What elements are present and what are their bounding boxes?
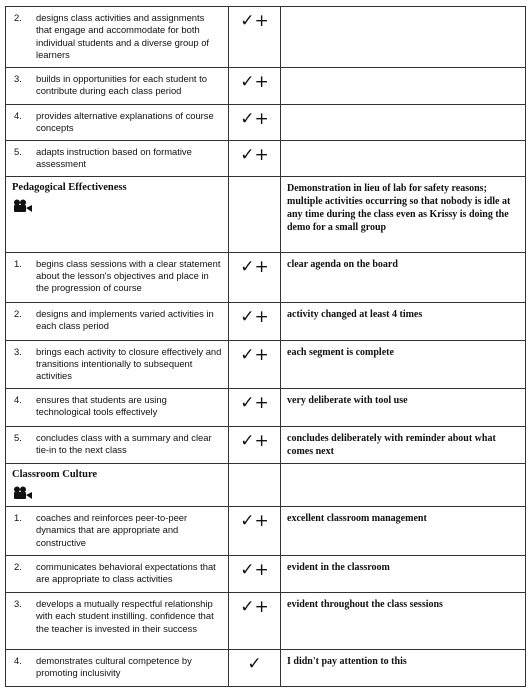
rating-mark: ✓+: [240, 392, 269, 413]
rating-cell: [229, 104, 281, 140]
comment-cell-text: I didn't pay attention to this: [287, 655, 407, 667]
comment-cell: [281, 140, 526, 176]
comment-cell-text: excellent classroom management: [287, 512, 427, 524]
criterion-cell: [6, 104, 229, 140]
criterion-text: concludes class with a summary and clear tie-in to the next class: [36, 431, 212, 456]
rating-cell: [229, 340, 281, 388]
criterion-text: coaches and reinforces peer-to-peer dynamics that are appropriate and constructive: [36, 511, 188, 548]
rating-cell: [229, 506, 281, 555]
criterion-text: builds in opportunities for each student to contribute during each class period: [36, 72, 207, 97]
criterion-number: 4.: [14, 393, 22, 405]
rating-cell: [229, 67, 281, 104]
criterion-cell: [6, 555, 229, 592]
criterion-text: provides alternative explanations of course concepts: [36, 109, 214, 134]
criterion-cell: [6, 252, 229, 302]
criterion-number: 2.: [14, 307, 22, 319]
section-comment-cell-text: Demonstration in lieu of lab for safety reasons; multiple activities occurring so that nobody is idle at any time during the class even as Krissy is doing the demo for a small group: [287, 182, 511, 233]
rating-mark: ✓+: [240, 596, 269, 617]
rubric-row: [6, 252, 526, 302]
rating-cell: [229, 7, 281, 68]
comment-cell: [281, 340, 526, 388]
criterion-cell: [6, 67, 229, 104]
comment-cell-text: activity changed at least 4 times: [287, 308, 423, 320]
criterion-text: communicates behavioral expectations that are appropriate to class activities: [36, 560, 216, 585]
comment-cell: [281, 649, 526, 686]
rating-cell: [229, 140, 281, 176]
rating-mark: ✓+: [240, 306, 269, 327]
comment-cell-text: each segment is complete: [287, 346, 394, 358]
rubric-table: [5, 6, 526, 687]
criterion-text: designs and implements varied activities in each class period: [36, 307, 214, 332]
criterion-text: begins class sessions with a clear statement about the lesson's objectives and place in the progression of course: [36, 257, 221, 294]
rating-cell: [229, 252, 281, 302]
section-comment-cell: [281, 176, 526, 252]
comment-cell-text: evident in the classroom: [287, 561, 390, 573]
criterion-number: 4.: [14, 654, 22, 666]
rating-mark: ✓+: [240, 430, 269, 451]
criterion-cell: [6, 649, 229, 686]
criterion-number: 4.: [14, 109, 22, 121]
section-title: Pedagogical Effectiveness: [12, 181, 127, 193]
section-comment-cell-text: [281, 464, 525, 472]
comment-cell: [281, 7, 526, 68]
criterion-text: brings each activity to closure effectively and transitions intentionally to subsequent activities: [36, 345, 222, 382]
rating-mark: ✓+: [240, 71, 269, 92]
section-row: [6, 176, 526, 252]
comment-cell: [281, 506, 526, 555]
criterion-cell: [6, 426, 229, 463]
comment-cell: [281, 302, 526, 340]
rating-mark: ✓+: [240, 256, 269, 277]
rating-cell: [229, 426, 281, 463]
video-camera-icon: [12, 199, 34, 213]
rubric-row: [6, 426, 526, 463]
criterion-cell: [6, 140, 229, 176]
rubric-row: [6, 104, 526, 140]
rating-mark: ✓+: [240, 510, 269, 531]
rubric-row: [6, 7, 526, 68]
comment-cell: [281, 592, 526, 649]
comment-cell-text: evident throughout the class sessions: [287, 598, 443, 610]
rating-cell: [229, 592, 281, 649]
section-title: Classroom Culture: [12, 468, 98, 480]
rubric-row: [6, 555, 526, 592]
criterion-number: 2.: [14, 12, 22, 23]
rubric-row: [6, 340, 526, 388]
criterion-cell: [6, 340, 229, 388]
criterion-number: 2.: [14, 560, 22, 572]
section-title-cell: [6, 176, 229, 252]
rating-mark: ✓+: [240, 344, 269, 365]
section-title-cell: [6, 463, 229, 506]
rubric-row: [6, 67, 526, 104]
rating-cell: [229, 302, 281, 340]
section-mark-cell: [229, 463, 281, 506]
rating-mark: ✓+: [240, 108, 269, 129]
criterion-number: 3.: [14, 345, 22, 357]
rubric-row: [6, 592, 526, 649]
rating-cell: [229, 555, 281, 592]
rubric-row: [6, 649, 526, 686]
rating-cell: [229, 388, 281, 426]
criterion-cell: [6, 7, 229, 68]
comment-cell: [281, 555, 526, 592]
comment-cell: [281, 388, 526, 426]
criterion-number: 3.: [14, 72, 22, 84]
comment-cell: [281, 67, 526, 104]
section-mark-cell: [229, 176, 281, 252]
comment-cell-text: clear agenda on the board: [287, 258, 398, 270]
comment-cell: [281, 252, 526, 302]
criterion-number: 5.: [14, 431, 22, 443]
criterion-text: develops a mutually respectful relationship with each student instilling. confidence that the teacher is invested in their success: [36, 597, 214, 634]
comment-cell-text: concludes deliberately with reminder about what comes next: [287, 432, 496, 457]
criterion-number: 1.: [14, 511, 22, 523]
comment-cell-text: [281, 7, 525, 15]
video-camera-icon: [12, 486, 34, 500]
criterion-text: adapts instruction based on formative assessment: [36, 145, 192, 170]
comment-cell-text: [281, 141, 525, 149]
criterion-cell: [6, 302, 229, 340]
criterion-number: 1.: [14, 257, 22, 269]
criterion-cell: [6, 388, 229, 426]
criterion-text: ensures that students are using technological tools effectively: [36, 393, 167, 418]
comment-cell-text: very deliberate with tool use: [287, 394, 408, 406]
rating-mark: ✓+: [240, 559, 269, 580]
rubric-row: [6, 388, 526, 426]
criterion-number: 3.: [14, 597, 22, 609]
comment-cell-text: [281, 105, 525, 113]
comment-cell-text: [281, 68, 525, 76]
section-row: [6, 463, 526, 506]
rubric-row: [6, 140, 526, 176]
rating-mark: ✓+: [240, 144, 269, 165]
criterion-text: designs class activities and assignments that engage and accommodate for both individual students and a diverse group of learners: [36, 12, 210, 61]
criterion-cell: [6, 592, 229, 649]
criterion-cell: [6, 506, 229, 555]
comment-cell: [281, 426, 526, 463]
section-comment-cell: [281, 463, 526, 506]
rubric-row: [6, 302, 526, 340]
rubric-row: [6, 506, 526, 555]
rating-mark: ✓: [247, 653, 262, 674]
criterion-text: demonstrates cultural competence by promoting inclusivity: [36, 654, 192, 679]
criterion-number: 5.: [14, 145, 22, 157]
comment-cell: [281, 104, 526, 140]
rating-mark: ✓+: [240, 11, 269, 31]
rating-cell: [229, 649, 281, 686]
